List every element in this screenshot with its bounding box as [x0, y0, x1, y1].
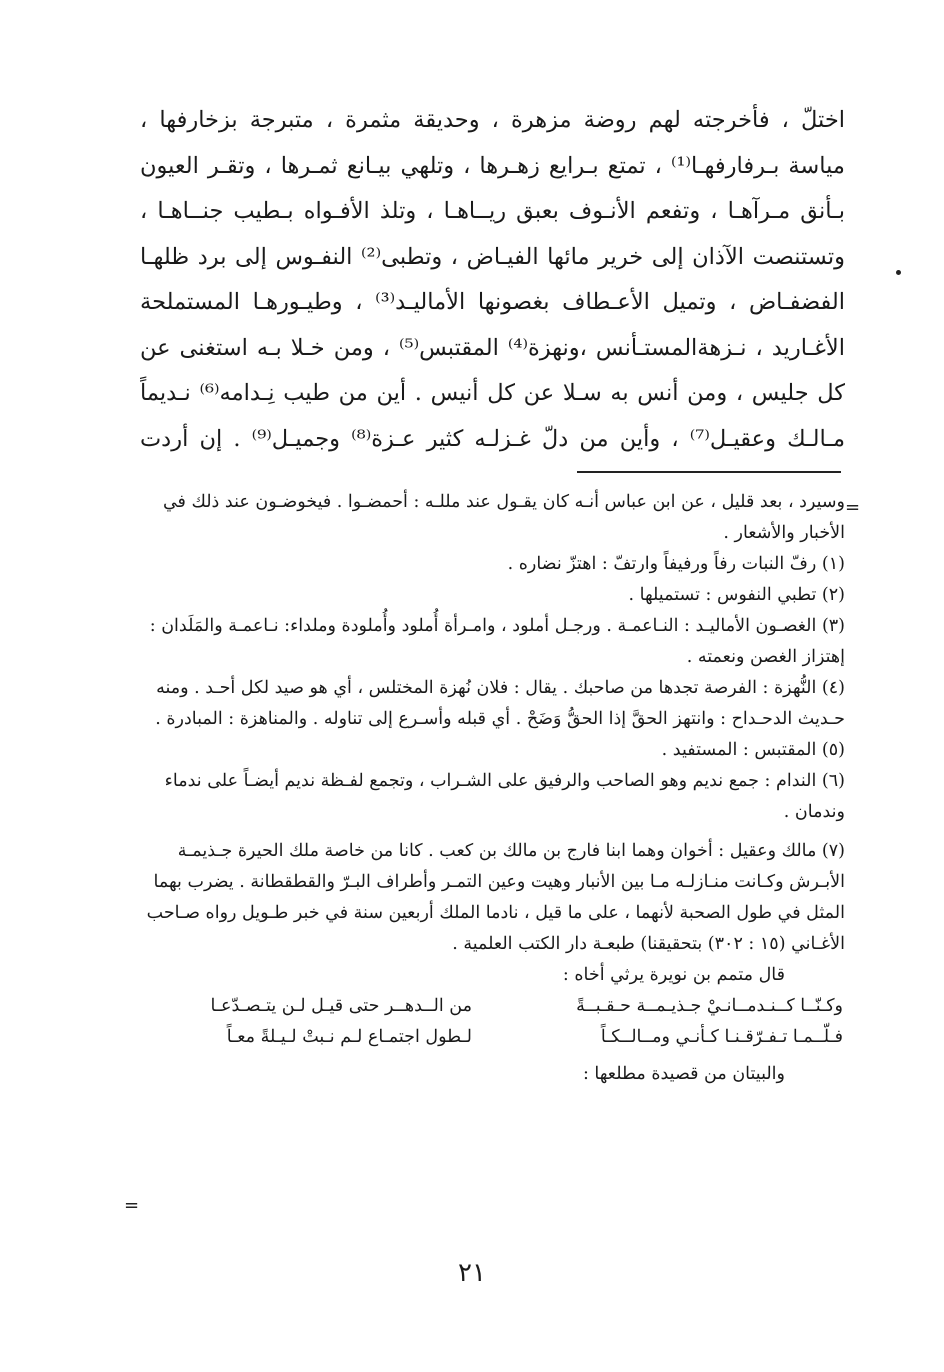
- main-text-line: مـالـك وعقيـل⁽⁷⁾ ، وأين من دلّ غـزلـه كثير عـزة⁽⁸⁾ وجميـل⁽⁹⁾ . إن أردت: [140, 425, 845, 452]
- verse-second-hemistich: من الــدهــر حتى قيـل لـن يتـصـدّعـا: [210, 996, 472, 1016]
- footnote-text: (٧) مالك وعقيل : أخوان وهما ابنا فارج بن مالك بن كعب . كانا من خاصة ملك الحيرة جـذيمـة الأبـرش وكـانت منـازلـه مـا بين الأنبار وهيت وعين التمـر وأطراف البـرّ والقطقطانة . يضرب بهما المثل في طول الصحبة لأنهما ، على ما قيل ، نادما الملك أربعين سنة في خبر طـويل رواه صـاحب الأغـاني (١٥ : ٣٠٢) بتحقيقنا) طبعـة دار الكتب العلمية .: [146, 841, 845, 954]
- footnote-1: [140, 549, 845, 580]
- verse-first-hemistich: فـلّــمـا تـفـرّقـنـا كـأنـي ومــالــكـاً: [600, 1027, 843, 1047]
- continuation-mark: =: [845, 497, 861, 518]
- main-text: [140, 98, 845, 462]
- footnote-4: [140, 673, 845, 735]
- main-text-line: الأغـاريد ، نـزهةالمستـأنس ،ونهزة⁽⁴⁾ المقتبس⁽⁵⁾ ، ومن خـلا بـه استغنى عن: [140, 334, 845, 361]
- poem-intro: قال متمم بن نويرة يرثي أخاه :: [562, 965, 785, 985]
- closing-line: والبيتان من قصيدة مطلعها :: [582, 1064, 785, 1084]
- footnotes: [140, 487, 845, 1090]
- footnote-text: (٣) الغصـون الأماليـد : النـاعمـة . ورجـل أملود ، وامـرأة أُملود وأُملودة وملداء: نـاعمـة والمَلَدان : إهتزاز الغصن ونعمته .: [149, 616, 845, 667]
- main-text-line: كل جليس ، ومن أنس به سـلا عن كل أنيس . أين من طيب نِـدامه⁽⁶⁾ نـديماً: [140, 380, 845, 406]
- footnote-text: وسيرد ، بعد قليل ، عن ابن عباس أنـه كان يقـول عند مللـه : أحمضـوا . فيخوضـون عند ذلك في الأخبار والأشعار .: [162, 492, 845, 543]
- footnote-6: [140, 766, 845, 828]
- main-text-line: اختلّ ، فأخرجته لهم روضة مزهرة ، وحديقة مثمرة ، متبرجة بزخارفها ،: [140, 107, 845, 133]
- poem-verse: [140, 1022, 845, 1053]
- main-text-line: مياسة بـرفارفهـا⁽¹⁾ ، تمتع بـرايع زهـرها ، وتلهي بيـانع ثمـرها ، وتقـر العيون: [140, 152, 845, 179]
- main-text-line: وتستنصت الآذان إلى خرير مائها الفيـاض ، وتطبى⁽²⁾ النفـوس إلى برد ظلهـا: [140, 243, 845, 270]
- footnote-continued: [140, 487, 845, 549]
- spacer: [140, 828, 845, 836]
- page-number: ٢١: [458, 1258, 486, 1288]
- footnote-text: (١) رفّ النبات رفاً ورفيفاً وارتفّ : اهتزّ نضاره .: [507, 554, 845, 574]
- footnote-separator: [577, 471, 841, 473]
- footnote-text: (٤) النُّهزة : الفرصة تجدها من صاحبك . يقال : فلان نُهزة المختلس ، أي هو صيد لكل أحـد . ومنه حـديث الدحـداح : وانتهز الحقَّ إذا الحقُّ وَضَحْ . أي قبله وأسـرع إلى تناوله . والمناهزة : المبادرة .: [155, 678, 845, 729]
- margin-dot: [896, 270, 901, 275]
- footnote-5: [140, 735, 845, 766]
- footnote-text: (٦) الندام : جمع نديم وهو الصاحب والرفيق على الشـراب ، وتجمع لفـظة نديم أيضـاً على ندماء وندمان .: [164, 771, 845, 822]
- main-text-line: الفضفـاض ، وتميل الأعـطاف بغصونها الأماليـد⁽³⁾ ، وطيـورهـا المستملحة: [140, 289, 845, 315]
- poem-verse: [140, 991, 845, 1022]
- footnote-2: [140, 580, 845, 611]
- bottom-continuation-mark: =: [124, 1195, 140, 1216]
- footnote-text: (٢) تطبي النفوس : تستميلها .: [628, 585, 845, 605]
- main-text-line: بـأنق مـرآهـا ، وتفعم الأنـوف بعبق ريــاهـا ، وتلذ الأفـواه بـطيب جنــاهـا ،: [140, 198, 845, 224]
- verse-second-hemistich: لـطول اجتمـاع لـم نـبتْ لـيـلةً معـاً: [226, 1027, 472, 1047]
- footnote-3: [140, 611, 845, 673]
- footnote-text: (٥) المقتبس : المستفيد .: [661, 740, 845, 760]
- footnote-7: [140, 836, 845, 960]
- verse-first-hemistich: وكـنّــا كــنـدمــانـيْ جـذيـمــة حـقـبــةً: [576, 996, 843, 1016]
